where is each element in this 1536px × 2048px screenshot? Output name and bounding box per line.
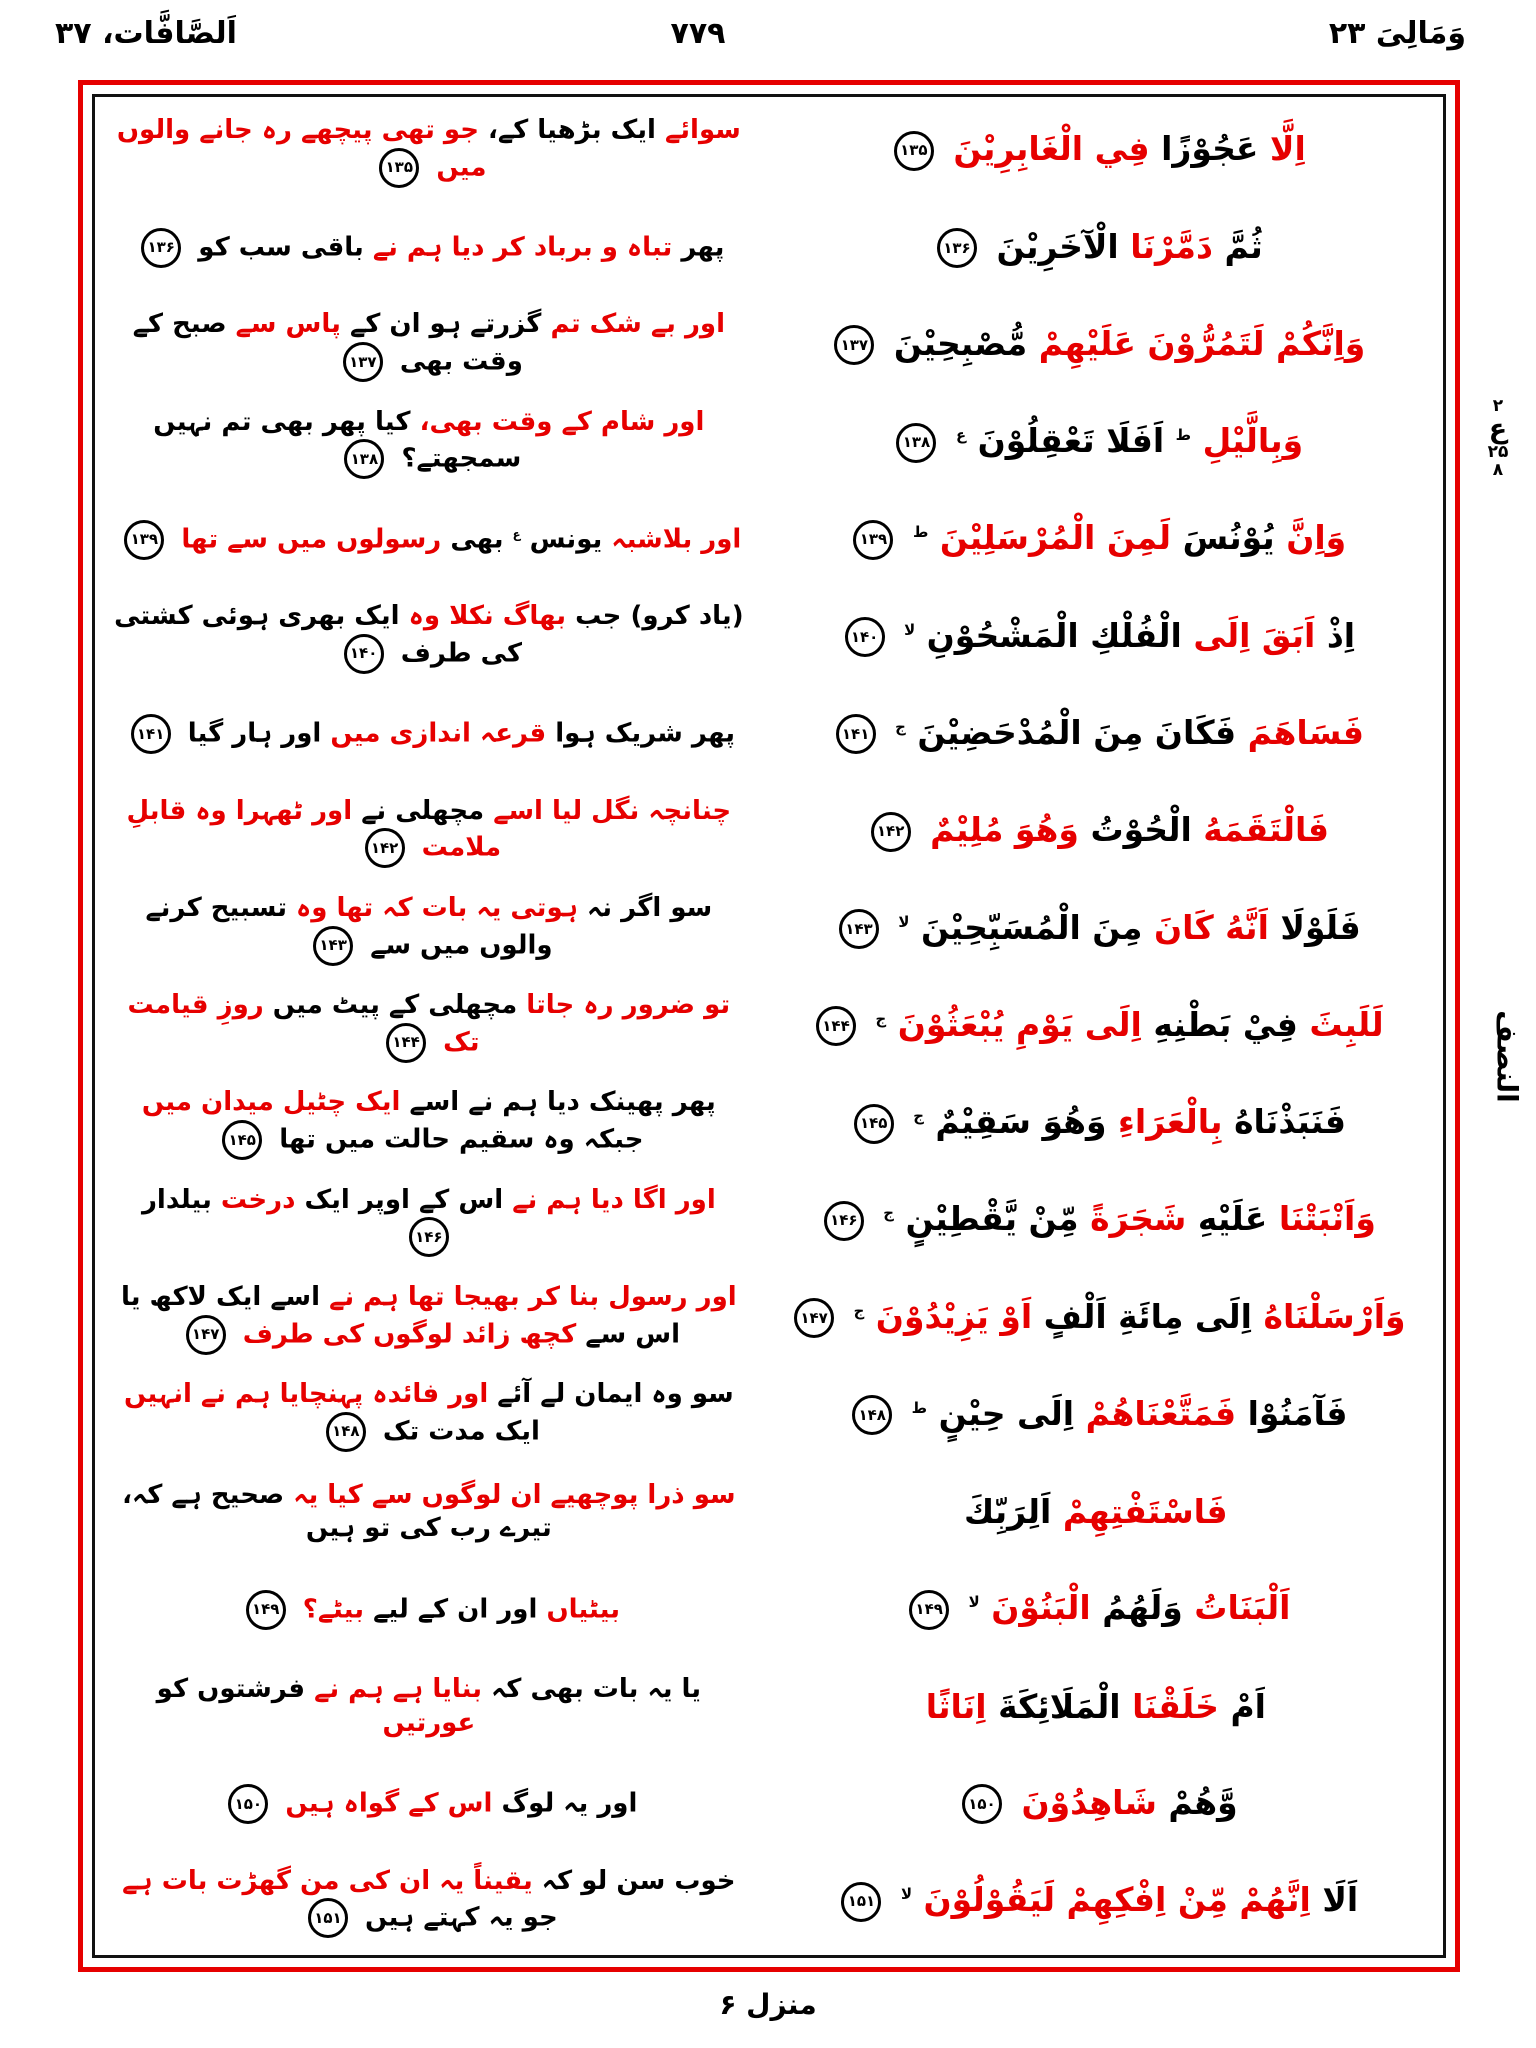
stop-mark: ع <box>955 426 967 445</box>
verse-number-badge: ۱۳۷ <box>343 342 383 382</box>
text-segment: قرعہ اندازی میں <box>330 718 547 749</box>
text-segment: وَهُوَ مُلِيْمٌ <box>930 810 1079 850</box>
text-segment: پھر شریک ہوا <box>555 718 736 749</box>
verse-row <box>102 1269 1436 1366</box>
text-segment: یا یہ بات بھی کہ <box>491 1674 702 1705</box>
verse-row <box>102 394 1436 491</box>
text-segment: کچھ زائد لوگوں کی طرف <box>242 1319 577 1350</box>
text-segment: پھر <box>681 232 725 263</box>
text-segment: اسے ایک لاکھ یا اس سے <box>120 1281 681 1350</box>
verse-row <box>102 1756 1436 1853</box>
stop-mark: ط <box>1175 426 1192 445</box>
text-segment: اِلَى مِائَةِ اَلْفٍ <box>1043 1296 1252 1336</box>
text-segment: عورتیں <box>382 1707 476 1738</box>
text-segment: اس کے گواہ ہیں <box>285 1788 493 1819</box>
text-segment: ایک بڑھیا کے، <box>488 114 656 145</box>
text-segment: اور ہار گیا <box>187 718 322 749</box>
urdu-translation-line <box>102 228 756 268</box>
verse-number-badge: ۱۳۹ <box>124 520 164 560</box>
verse-number-badge: ۱۳۶ <box>937 228 977 268</box>
text-segment: یقیناً یہ ان کی من گھڑت بات ہے <box>122 1865 533 1896</box>
verse-number-badge: ۱۴۳ <box>839 909 879 949</box>
text-segment: اَنَّهُ كَانَ <box>1153 907 1269 947</box>
stop-mark: لا <box>898 912 910 931</box>
text-segment: فَآمَنُوْا <box>1247 1393 1348 1433</box>
text-segment: دَمَّرْنَا <box>1130 226 1213 266</box>
verse-row <box>102 199 1436 296</box>
urdu-translation-line <box>102 795 756 869</box>
text-segment: اور اگا دیا ہم نے <box>512 1184 716 1215</box>
text-segment: ایک چٹیل میدان میں <box>141 1087 401 1118</box>
verse-number-badge: ۱۴۵ <box>222 1120 262 1160</box>
text-segment: اور یہ لوگ <box>501 1788 638 1819</box>
text-segment: مچھلی کے پیٹ میں <box>272 990 518 1021</box>
arabic-verse-line <box>756 1395 1436 1436</box>
verse-number-badge: ۱۴۶ <box>824 1201 864 1241</box>
verse-row <box>102 297 1436 394</box>
text-segment: رسولوں میں سے تھا <box>181 524 442 555</box>
verse-number-badge: ۱۵۰ <box>962 1784 1002 1824</box>
urdu-translation-line <box>102 1479 756 1547</box>
arabic-verse-line <box>756 422 1436 463</box>
text-segment: تباہ و برباد کر دیا ہم نے <box>372 232 673 263</box>
urdu-translation-line <box>102 1865 756 1939</box>
text-segment: اَلَا <box>1322 1880 1359 1920</box>
text-segment: اور رسول بنا کر بھیجا تھا ہم نے <box>329 1281 737 1312</box>
text-segment: اِنَاثًا <box>925 1686 987 1726</box>
text-segment: وَلَهُمُ <box>1102 1588 1183 1628</box>
verse-rows <box>102 102 1436 1950</box>
verse-row <box>102 1366 1436 1463</box>
urdu-translation-line <box>102 1673 756 1741</box>
text-segment: لَلَبِثَ <box>1309 1004 1384 1044</box>
text-segment: درخت <box>220 1184 296 1215</box>
urdu-translation-line <box>102 600 756 674</box>
stop-mark: ج <box>895 717 906 736</box>
text-segment: کیا پھر بھی تم نہیں سمجھتے؟ <box>153 406 522 474</box>
arabic-verse-line <box>756 1103 1436 1144</box>
text-segment: لَمِنَ الْمُرْسَلِيْنَ <box>939 518 1172 558</box>
arabic-verse-line <box>756 228 1436 269</box>
verse-number-badge: ۱۳۸ <box>344 439 384 479</box>
verse-number-badge: ۱۴۲ <box>365 828 405 868</box>
arabic-verse-line <box>756 1688 1436 1726</box>
text-segment: سوائے <box>665 114 741 145</box>
text-segment: الْفُلْكِ الْمَشْحُوْنِ <box>926 615 1182 655</box>
text-segment: اور ٹھہرا وہ قابلِ ملامت <box>126 795 502 863</box>
text-segment: مچھلی نے <box>361 795 485 826</box>
text-segment: اِلَّا <box>1269 129 1306 169</box>
verse-row <box>102 783 1436 880</box>
text-segment: فِيْ بَطْنِهِ <box>1153 1004 1298 1044</box>
urdu-translation-line <box>102 308 756 382</box>
text-segment: پاس سے <box>235 309 341 340</box>
stop-mark: ط <box>912 523 929 542</box>
text-segment: اِذْ <box>1326 615 1356 655</box>
text-segment: فَنَبَذْنَاهُ <box>1234 1102 1346 1142</box>
verse-row <box>102 686 1436 783</box>
text-segment: فَمَتَّعْنَاهُمْ <box>1085 1393 1237 1433</box>
stop-mark: لا <box>968 1593 980 1612</box>
stop-mark: ع <box>512 526 521 541</box>
text-segment: (یاد کرو) جب <box>575 601 744 632</box>
stop-mark: ج <box>875 1009 887 1028</box>
text-segment: صحیح ہے کہ، تیرے رب کی تو ہیں <box>122 1479 552 1544</box>
text-segment: ایک مدت تک <box>382 1416 540 1447</box>
text-segment: يُوْنُسَ <box>1182 518 1275 558</box>
text-segment: اَوْ يَزِيْدُوْنَ <box>875 1296 1033 1336</box>
text-segment: فَلَوْلَا <box>1280 907 1361 947</box>
text-segment: بھاگ نکلا وہ <box>408 601 567 632</box>
text-segment: بِالْعَرَاءِ <box>1118 1102 1223 1142</box>
text-segment: اور بے شک تم <box>550 309 725 340</box>
text-segment: مِنَ الْمُسَبِّحِيْنَ <box>920 907 1143 947</box>
verse-number-badge: ۱۳۸ <box>896 423 936 463</box>
text-segment: سو اگر نہ <box>587 892 713 923</box>
verse-row <box>102 1561 1436 1658</box>
text-segment: وَبِالَّيْلِ <box>1202 421 1304 461</box>
urdu-translation-line <box>102 1590 756 1630</box>
text-segment: جبکہ وہ سقیم حالت میں تھا <box>279 1124 644 1155</box>
text-segment: جو تھی پیچھے رہ جانے والوں میں <box>116 114 487 183</box>
surah-title: اَلصَّافَّات، ۳۷ <box>55 16 237 51</box>
arabic-verse-line <box>756 714 1436 755</box>
verse-number-badge: ۱۳۷ <box>834 325 874 365</box>
juz-title: وَمَالِیَ ۲۳ <box>1328 16 1466 51</box>
verse-row <box>102 588 1436 685</box>
page-number: ۷۷۹ <box>670 16 726 51</box>
text-segment: گزرتے ہو ان کے <box>349 309 542 340</box>
urdu-translation-line <box>102 406 756 480</box>
urdu-translation-line <box>102 1784 756 1824</box>
verse-row <box>102 1172 1436 1269</box>
text-segment: وَاِنَّكُمْ لَتَمُرُّوْنَ عَلَيْهِمْ <box>1038 323 1366 363</box>
text-segment: عَجُوْزًا <box>1161 129 1259 169</box>
text-segment: الْمَلَائِكَةَ <box>998 1686 1121 1726</box>
half-juz-marker: النصف <box>1490 1010 1524 1103</box>
verse-number-badge: ۱۴۹ <box>246 1590 286 1630</box>
arabic-verse-line <box>756 1589 1436 1630</box>
urdu-translation-line <box>102 1184 756 1258</box>
arabic-verse-line <box>756 1298 1436 1339</box>
text-segment: خَلَقْنَا <box>1132 1686 1219 1726</box>
verse-number-badge: ۱۴۵ <box>854 1104 894 1144</box>
text-segment: فَالْتَقَمَهُ <box>1203 810 1330 850</box>
verse-row <box>102 1853 1436 1950</box>
verse-number-badge: ۱۴۱ <box>836 714 876 754</box>
text-segment: تسبیح کرنے والوں میں سے <box>145 892 553 961</box>
text-segment: سو وہ ایمان لے آئے <box>497 1379 734 1410</box>
verse-number-badge: ۱۴۷ <box>794 1298 834 1338</box>
text-segment: جو یہ کہتے ہیں <box>365 1902 558 1933</box>
text-segment: شَجَرَةً <box>1090 1199 1187 1239</box>
verse-number-badge: ۱۳۵ <box>379 148 419 188</box>
ruku-marker <box>1466 398 1530 480</box>
arabic-verse-line <box>756 909 1436 950</box>
text-segment: باقی سب کو <box>198 232 364 263</box>
verse-number-badge: ۱۵۱ <box>841 1882 881 1922</box>
arabic-verse-line <box>756 617 1436 658</box>
verse-number-badge: ۱۴۸ <box>852 1395 892 1435</box>
text-segment: الْبَنُوْنَ <box>991 1588 1091 1628</box>
stop-mark: ج <box>913 1107 924 1126</box>
text-segment: پھر پھینک دیا ہم نے اسے <box>409 1087 716 1118</box>
text-segment: اور ان کے لیے <box>373 1594 538 1625</box>
text-segment: فَسَاهَمَ <box>1247 712 1365 752</box>
text-segment: فرشتوں کو <box>156 1674 306 1705</box>
ruku-number-mid: ۲۵ <box>1487 442 1509 463</box>
urdu-translation-line <box>102 1281 756 1355</box>
text-segment: اس کے اوپر ایک <box>304 1184 504 1215</box>
verse-number-badge: ۱۳۶ <box>141 228 181 268</box>
text-segment: یونس <box>529 524 603 555</box>
arabic-verse-line <box>756 1493 1436 1531</box>
verse-number-badge: ۱۵۰ <box>228 1784 268 1824</box>
text-segment: ہوتی یہ بات کہ تھا وہ <box>296 892 578 923</box>
ruku-number-bottom: ۸ <box>1492 460 1504 481</box>
text-segment: ثُمَّ <box>1224 226 1263 266</box>
text-segment: اَلْبَنَاتُ <box>1194 1588 1291 1628</box>
text-segment: وَهُوَ سَقِيْمٌ <box>935 1102 1107 1142</box>
urdu-translation-line <box>102 1086 756 1160</box>
arabic-verse-line <box>756 519 1436 560</box>
arabic-verse-line <box>756 1006 1436 1047</box>
arabic-verse-line <box>756 1881 1436 1922</box>
arabic-verse-line <box>756 1784 1436 1825</box>
text-segment: فَكَانَ مِنَ الْمُدْحَضِيْنَ <box>917 712 1237 752</box>
text-segment: سو ذرا پوچھیے ان لوگوں سے کیا یہ <box>293 1479 736 1510</box>
urdu-translation-line <box>102 892 756 966</box>
stop-mark: لا <box>904 620 916 639</box>
text-segment: اَبَقَ اِلَى <box>1193 615 1316 655</box>
text-segment: وَاِنَّ <box>1286 518 1347 558</box>
verse-number-badge: ۱۴۶ <box>409 1217 449 1257</box>
verse-row <box>102 1658 1436 1755</box>
verse-row <box>102 491 1436 588</box>
arabic-verse-line <box>756 811 1436 852</box>
arabic-verse-line <box>756 130 1436 171</box>
text-segment: اور شام کے وقت بھی، <box>419 406 705 437</box>
text-segment: اِلَى يَوْمِ يُبْعَثُوْنَ <box>897 1004 1142 1044</box>
verse-number-badge: ۱۳۹ <box>853 520 893 560</box>
text-segment: اِنَّهُمْ مِّنْ اِفْكِهِمْ لَيَقُوْلُوْنَ <box>923 1880 1311 1920</box>
verse-number-badge: ۱۴۲ <box>871 812 911 852</box>
arabic-verse-line <box>756 1200 1436 1241</box>
text-segment: بنایا ہے ہم نے <box>314 1674 482 1705</box>
urdu-translation-line <box>102 114 756 188</box>
text-segment: الْحُوْتُ <box>1090 810 1192 850</box>
verse-number-badge: ۱۴۴ <box>386 1023 426 1063</box>
verse-row <box>102 102 1436 199</box>
verse-number-badge: ۱۵۱ <box>308 1898 348 1938</box>
text-segment: الْآخَرِيْنَ <box>996 226 1119 266</box>
text-segment: بیٹیاں <box>546 1594 620 1625</box>
text-segment: مُّصْبِحِيْنَ <box>893 323 1028 363</box>
verse-number-badge: ۱۴۰ <box>845 617 885 657</box>
verse-row <box>102 1464 1436 1561</box>
text-segment: بیٹے؟ <box>302 1594 365 1625</box>
text-segment: اَلِرَبِّكَ <box>964 1492 1052 1532</box>
verse-number-badge: ۱۴۸ <box>326 1412 366 1452</box>
stop-mark: لا <box>900 1885 913 1904</box>
text-segment: اور بلاشبہ <box>611 524 742 555</box>
stop-mark: ج <box>853 1301 865 1320</box>
ruku-number-top: ۲ <box>1492 396 1504 416</box>
text-segment: فَاسْتَفْتِهِمْ <box>1062 1492 1228 1532</box>
text-segment: شَاهِدُوْنَ <box>1021 1782 1157 1822</box>
urdu-translation-line <box>102 520 756 560</box>
stop-mark: ج <box>883 1204 894 1223</box>
text-segment: صبح کے وقت بھی <box>132 309 523 377</box>
verse-row <box>102 880 1436 977</box>
urdu-translation-line <box>102 989 756 1063</box>
text-segment: اِلَى حِيْنٍ <box>938 1393 1075 1433</box>
text-segment: وَّهُمْ <box>1168 1782 1238 1822</box>
verse-number-badge: ۱۴۴ <box>816 1006 856 1046</box>
urdu-translation-line <box>102 714 756 754</box>
text-segment: تو ضرور رہ جاتا <box>526 990 731 1021</box>
text-segment: وَاَنْبَتْنَا <box>1278 1199 1376 1239</box>
text-segment: چنانچہ نگل لیا اسے <box>493 795 732 826</box>
text-segment: ایک بھری ہوئی کشتی کی طرف <box>114 601 523 669</box>
text-segment: عَلَيْهِ <box>1197 1199 1268 1239</box>
text-segment: بیلدار <box>141 1184 212 1215</box>
urdu-translation-line <box>102 1378 756 1452</box>
verse-number-badge: ۱۴۱ <box>131 714 171 754</box>
text-segment: فِي الْغَابِرِيْنَ <box>953 129 1150 169</box>
verse-row <box>102 1075 1436 1172</box>
ruku-ain-symbol: ع <box>1488 413 1508 445</box>
arabic-verse-line <box>756 325 1436 366</box>
text-segment: بھی <box>450 524 504 555</box>
verse-number-badge: ۱۳۵ <box>894 131 934 171</box>
text-segment: اَفَلَا تَعْقِلُوْنَ <box>977 421 1165 461</box>
text-segment: مِّنْ يَّقْطِيْنٍ <box>905 1199 1079 1239</box>
text-segment: خوب سن لو کہ <box>541 1865 736 1896</box>
text-segment: اَمْ <box>1230 1686 1266 1726</box>
text-segment: روزِ قیامت تک <box>127 990 480 1058</box>
verse-number-badge: ۱۴۳ <box>313 926 353 966</box>
verse-number-badge: ۱۴۷ <box>186 1315 226 1355</box>
text-segment: وَاَرْسَلْنَاهُ <box>1263 1296 1406 1336</box>
verse-number-badge: ۱۴۹ <box>909 1590 949 1630</box>
verse-row <box>102 977 1436 1074</box>
stop-mark: ط <box>911 1398 928 1417</box>
manzil-footer: منزل ۶ <box>719 1988 817 2021</box>
text-segment: اور فائدہ پہنچایا ہم نے انہیں <box>123 1379 489 1410</box>
verse-number-badge: ۱۴۰ <box>344 634 384 674</box>
